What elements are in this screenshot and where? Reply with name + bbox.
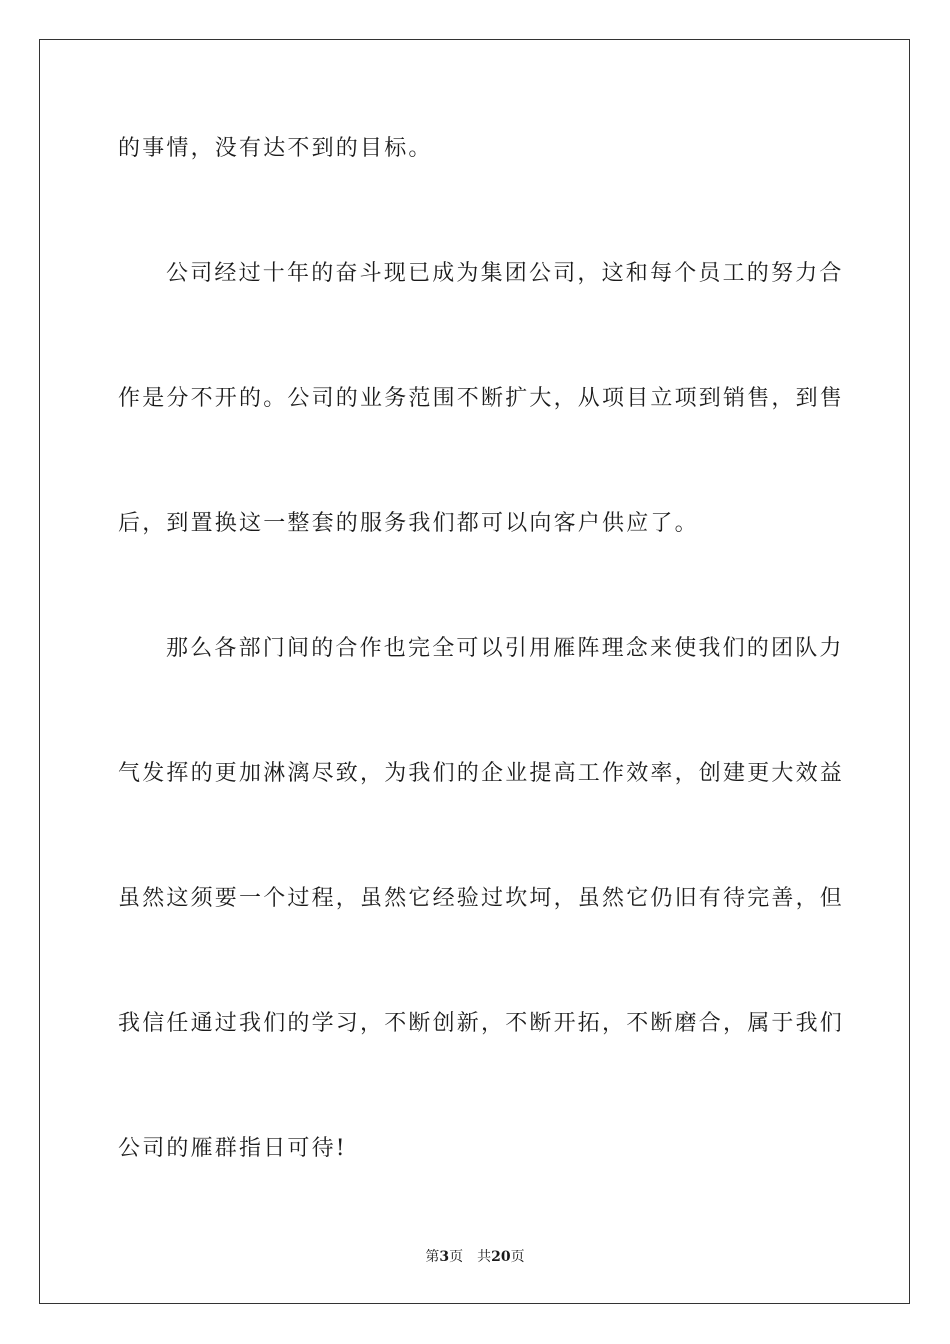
text-line: 后，到置换这一整套的服务我们都可以向客户供应了。 [118, 511, 699, 536]
text-line: 的事情，没有达不到的目标。 [118, 136, 433, 161]
page-prefix: 第 [425, 1249, 440, 1265]
text-line: 公司的雁群指日可待! [118, 1136, 347, 1161]
page-footer [0, 1248, 950, 1266]
total-pages: 20 [491, 1249, 511, 1265]
text-line: 气发挥的更加淋漓尽致，为我们的企业提高工作效率，创建更大效益 [118, 761, 845, 786]
text-line: 那么各部门间的合作也完全可以引用雁阵理念来使我们的团队力 [166, 636, 844, 661]
total-prefix: 共 [477, 1249, 492, 1265]
text-line: 虽然这须要一个过程，虽然它经验过坎坷，虽然它仍旧有待完善，但 [118, 886, 845, 911]
page-number: 3 [439, 1249, 450, 1265]
total-suffix: 页 [510, 1249, 525, 1265]
text-line: 公司经过十年的奋斗现已成为集团公司，这和每个员工的努力合 [166, 261, 844, 286]
page-suffix: 页 [449, 1249, 464, 1265]
text-line: 我信任通过我们的学习，不断创新，不断开拓，不断磨合，属于我们 [118, 1011, 845, 1036]
text-line: 作是分不开的。公司的业务范围不断扩大，从项目立项到销售，到售 [118, 386, 845, 411]
page-border [39, 39, 910, 1304]
